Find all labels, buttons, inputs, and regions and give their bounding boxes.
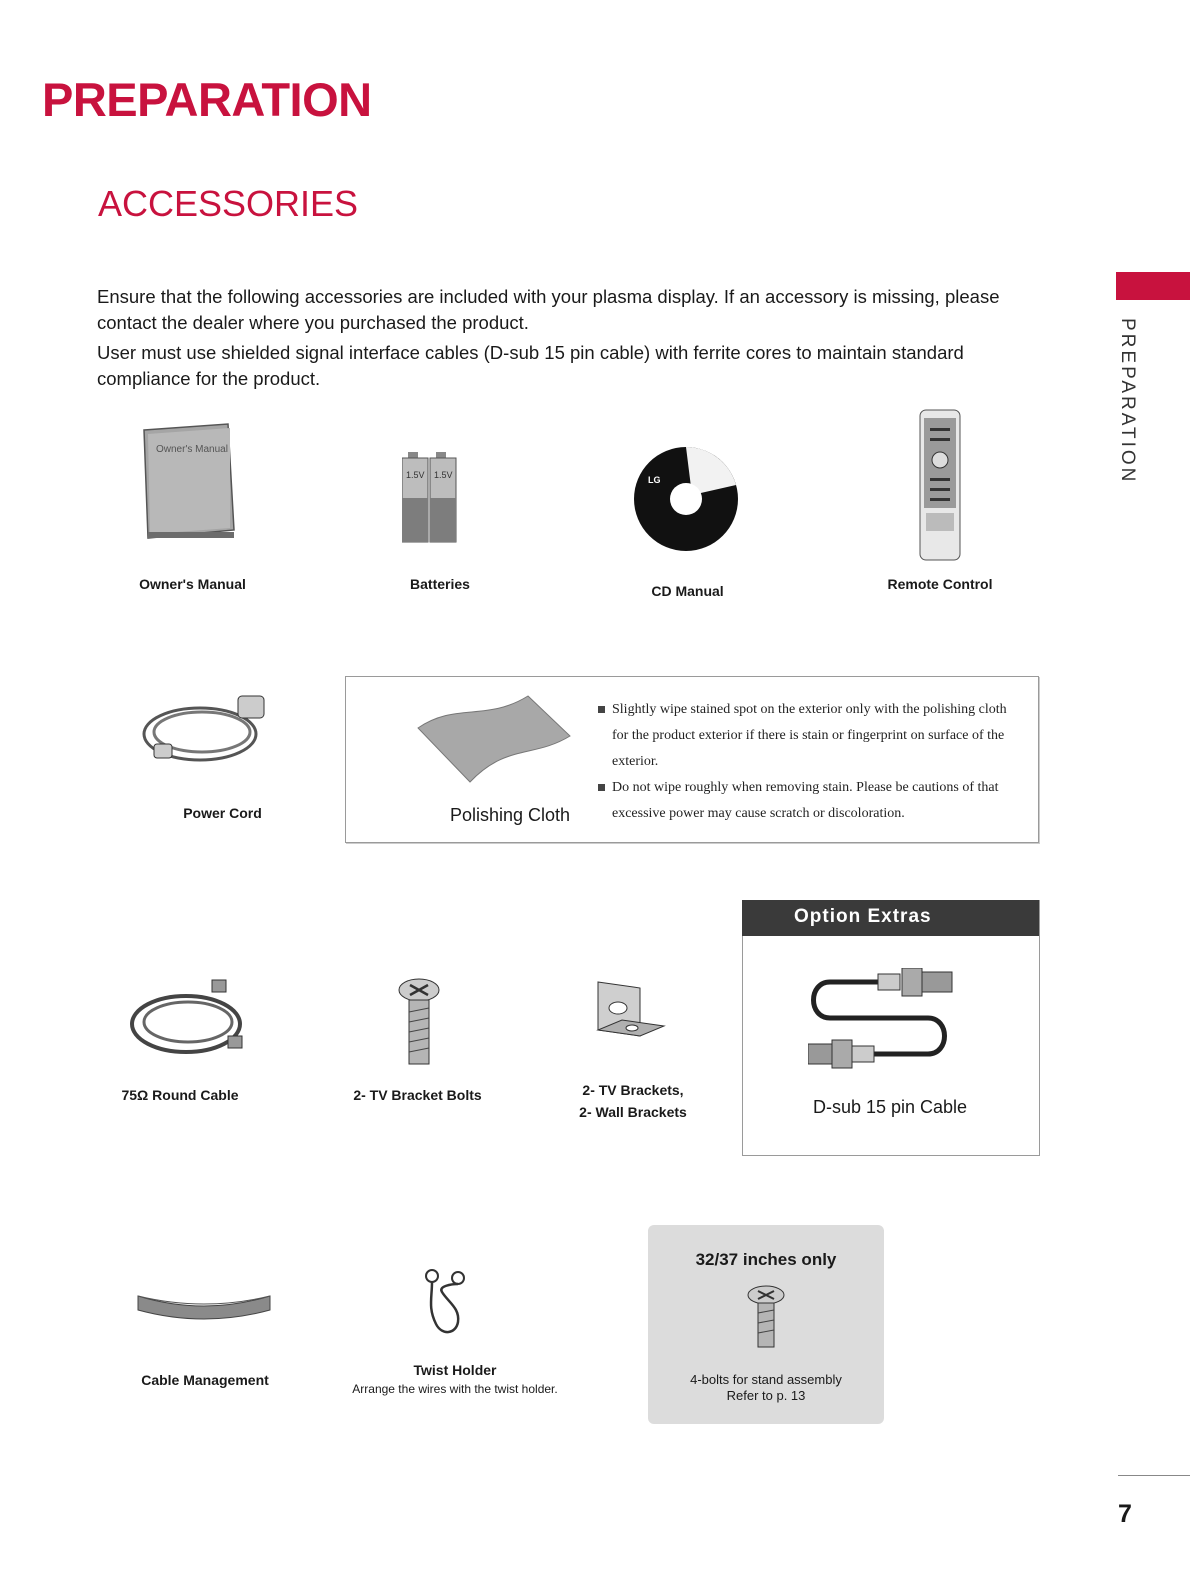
battery-voltage-1: 1.5V [406, 470, 425, 480]
batteries-icon [402, 448, 470, 544]
option-extras-title: Option Extras [794, 906, 932, 927]
owners-manual-cover-text: Owner's Manual [156, 444, 228, 455]
section-title: ACCESSORIES [98, 183, 359, 224]
battery-voltage-2: 1.5V [434, 470, 453, 480]
power-cord-icon [140, 692, 275, 772]
twist-holder-sublabel: Arrange the wires with the twist holder. [352, 1382, 558, 1396]
remote-control-label: Remote Control [887, 576, 993, 592]
stand-bolt-icon [746, 1285, 786, 1349]
cable-management-icon [134, 1290, 274, 1326]
page-number: 7 [1118, 1500, 1132, 1528]
round-cable-icon [128, 978, 250, 1060]
owners-manual-icon [138, 420, 238, 545]
power-cord-label: Power Cord [183, 805, 262, 821]
twist-holder-label: Twist Holder [413, 1362, 497, 1378]
polishing-note-1: Slightly wipe stained spot on the exterior only with the polishing cloth for the product exterior if there is stain or fingerprint on surface of the exterior. [598, 697, 1018, 775]
page-title: PREPARATION [42, 73, 372, 126]
stand-bolts-line2: Refer to p. 13 [726, 1388, 806, 1403]
polishing-note-2: Do not wipe roughly when removing stain. Please be cautions of that excessive power may cause scratch or discoloration. [598, 775, 1018, 827]
bullet-square-icon [598, 784, 605, 791]
polishing-cloth-label: Polishing Cloth [449, 805, 571, 825]
stand-bolts-line1: 4-bolts for stand assembly [690, 1372, 842, 1387]
cable-management-label: Cable Management [141, 1372, 269, 1388]
intro-paragraph-1: Ensure that the following accessories are included with your plasma display. If an accessory is missing, please contact the dealer where you purchased the product. [97, 286, 1000, 333]
side-label-text: PREPARATION [1117, 318, 1138, 485]
side-tab-marker [1116, 272, 1190, 300]
option-extras-header [742, 900, 1039, 936]
owners-manual-label: Owner's Manual [139, 576, 246, 592]
remote-control-icon [918, 408, 962, 563]
bullet-square-icon [598, 706, 605, 713]
page-number-rule [1118, 1475, 1190, 1476]
stand-bolts-title: 32/37 inches only [695, 1250, 837, 1269]
dsub-cable-icon [808, 968, 964, 1072]
bracket-icon [588, 978, 668, 1050]
brackets-label-2: 2- Wall Brackets [579, 1104, 687, 1120]
intro-paragraph-2: User must use shielded signal interface cables (D-sub 15 pin cable) with ferrite cores to maintain standard compliance for the product. [97, 342, 964, 389]
twist-holder-icon [422, 1268, 470, 1338]
bracket-bolts-label: 2- TV Bracket Bolts [353, 1087, 482, 1103]
brackets-label-1: 2- TV Brackets, [582, 1082, 684, 1098]
cd-logo-text: LG [648, 475, 661, 485]
polishing-cloth-icon [416, 692, 576, 784]
side-label [1108, 318, 1148, 485]
cd-manual-icon [632, 445, 740, 553]
round-cable-label: 75Ω Round Cable [121, 1087, 239, 1103]
bracket-bolt-icon [397, 978, 443, 1068]
cd-manual-label: CD Manual [651, 583, 724, 599]
dsub-cable-label: D-sub 15 pin Cable [812, 1097, 968, 1117]
polishing-cloth-notes [598, 697, 1018, 827]
batteries-label: Batteries [410, 576, 470, 592]
